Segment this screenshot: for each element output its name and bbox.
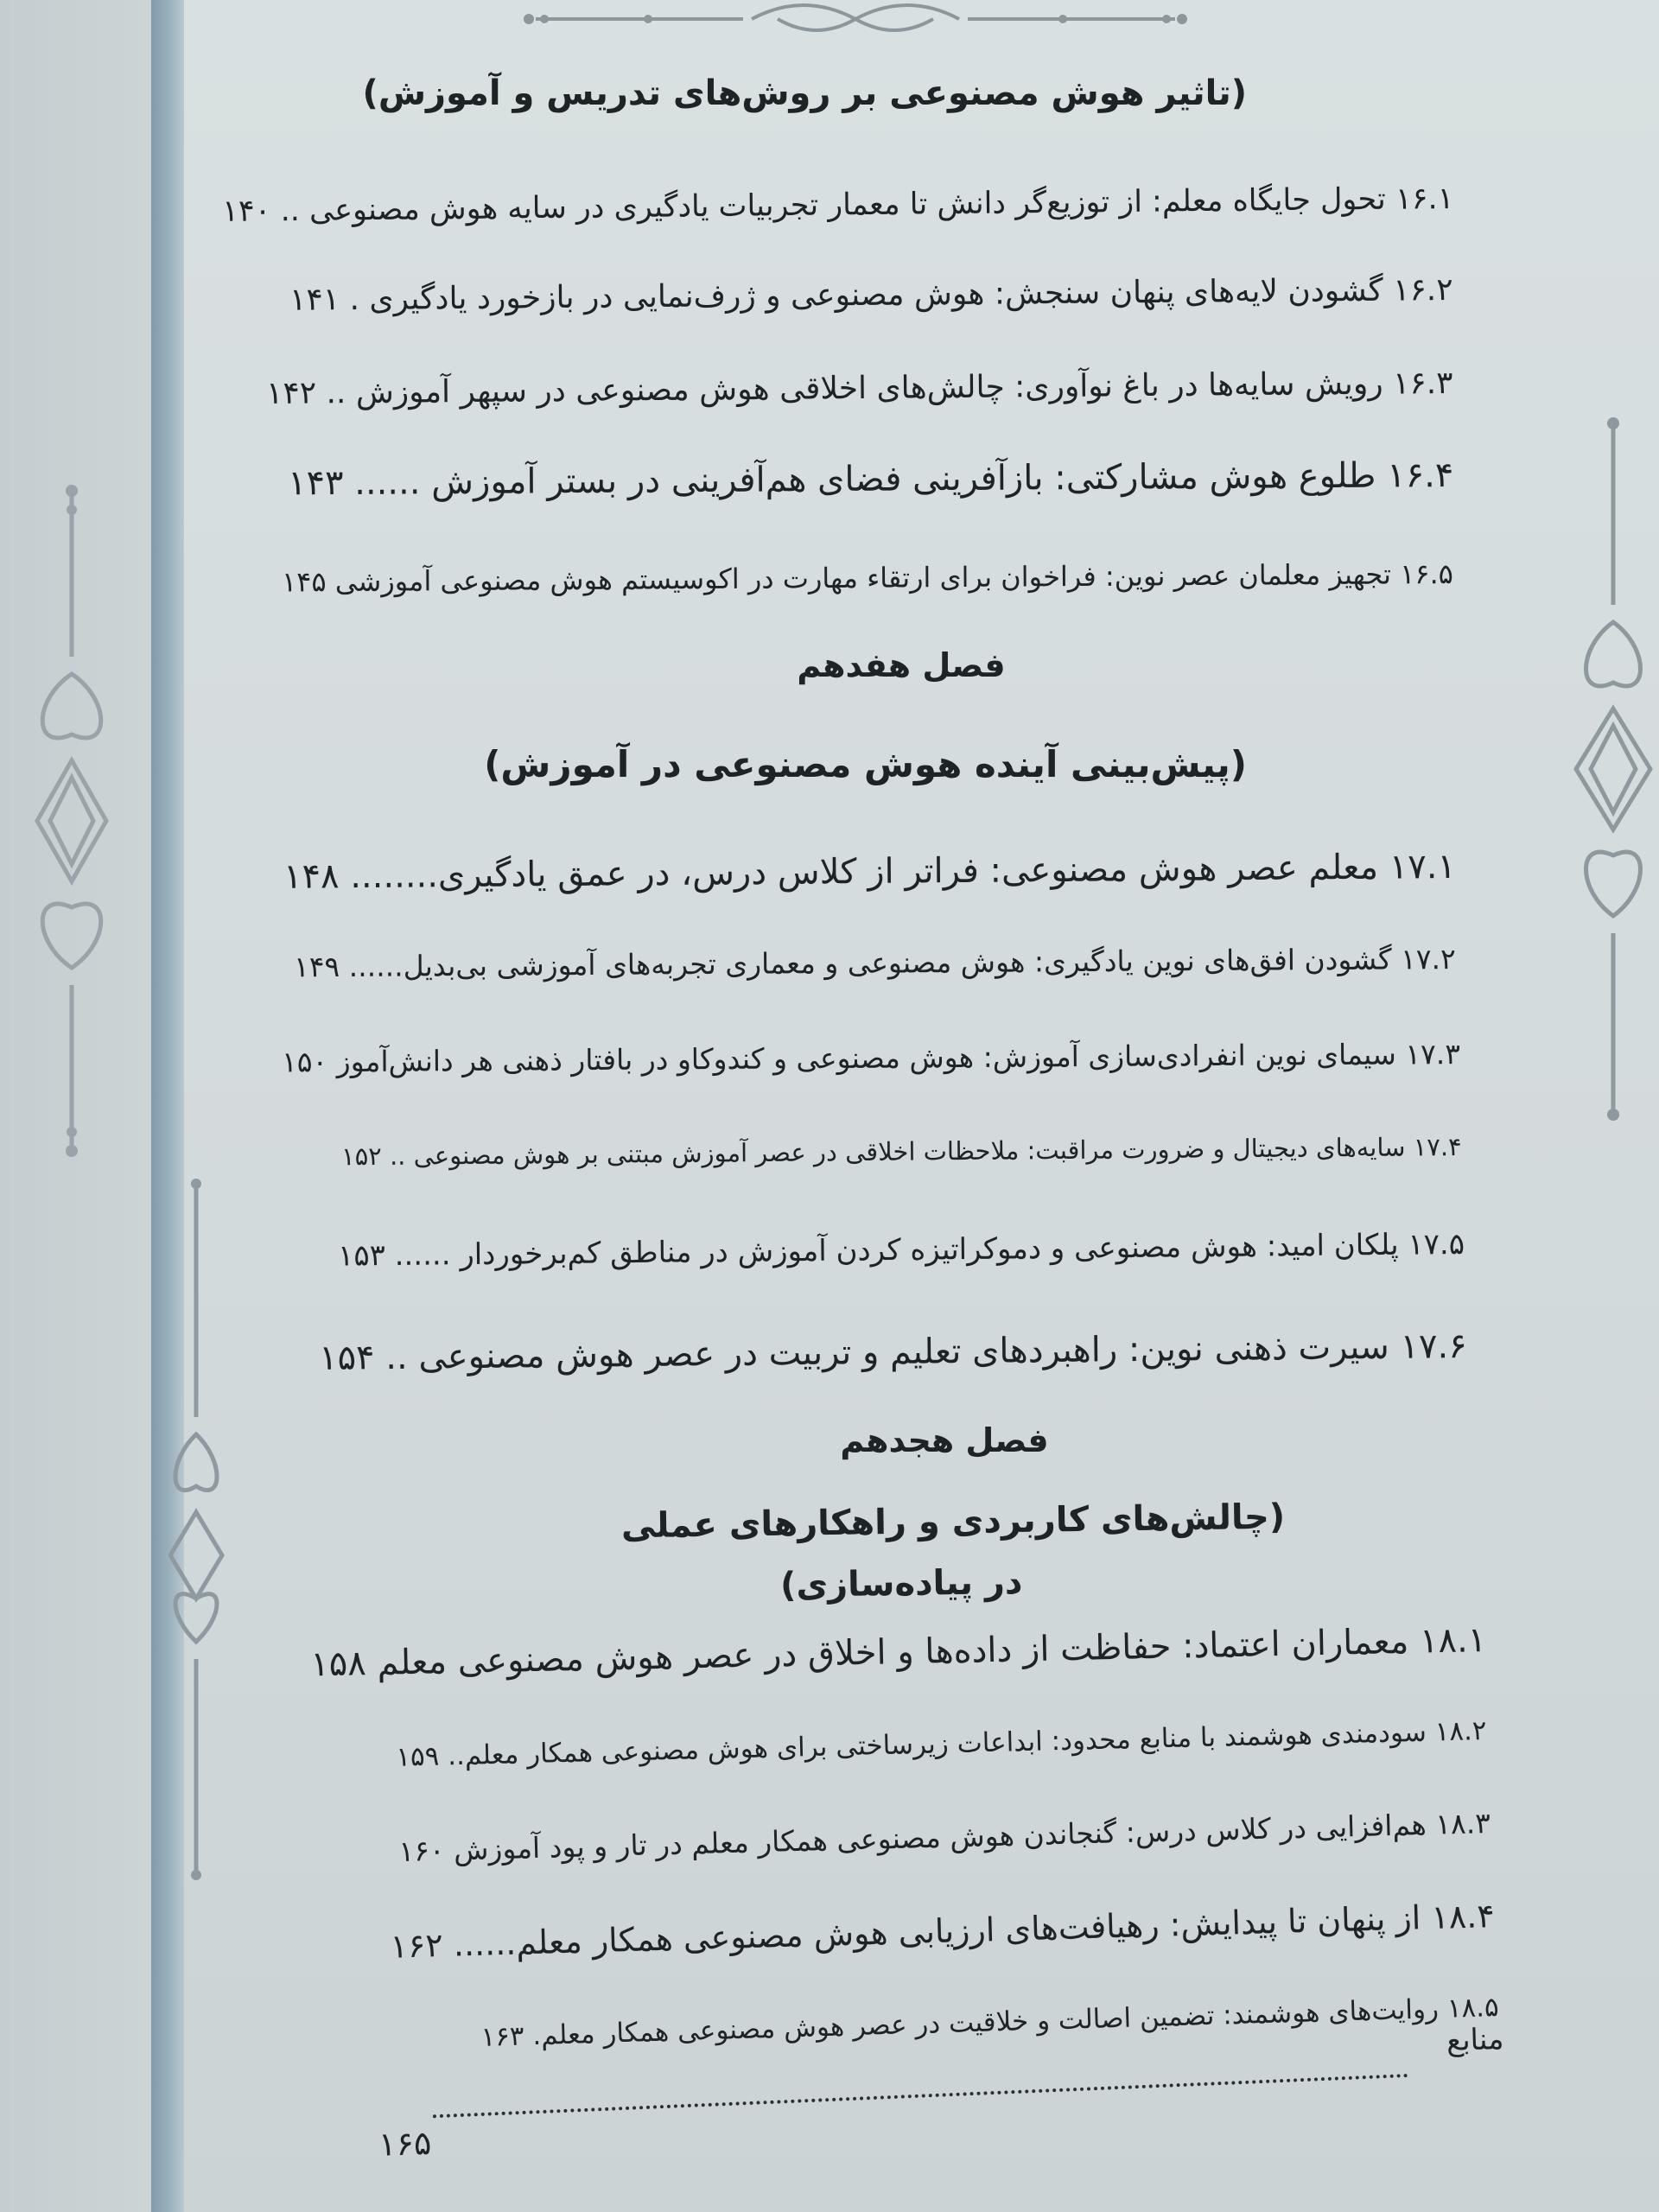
entry-title: هم‌افزایی در کلاس درس: گنجاندن هوش مصنوعی همکار معلم در تار و پود آموزش	[453, 1807, 1427, 1867]
entry-page: ۱۵۸	[309, 1643, 367, 1685]
sources-page: ۱۶۵	[378, 2124, 432, 2164]
toc-entry-16-2[interactable]	[289, 272, 1453, 318]
entry-number: ۱۷.۶	[1400, 1326, 1468, 1367]
entry-title: تحول جایگاه معلم: از توزیع‌گر دانش تا معمار تجربیات یادگیری در سایه هوش مصنوعی ..	[279, 181, 1386, 229]
toc-entry-17-4[interactable]	[341, 1132, 1462, 1171]
entry-page: ۱۵۲	[341, 1141, 383, 1172]
entry-page: ۱۴۸	[283, 856, 340, 897]
toc-entry-sources-label[interactable]	[1446, 2022, 1504, 2058]
entry-title: گشودن افق‌های نوین یادگیری: هوش مصنوعی و معماری تجربه‌های آموزشی بی‌بدیل......	[348, 942, 1392, 983]
entry-title: رویش سایه‌ها در باغ نوآوری: چالش‌های اخلاقی هوش مصنوعی در سپهر آموزش ..	[326, 365, 1384, 411]
entry-title: معلم عصر هوش مصنوعی: فراتر از کلاس درس، در عمق یادگیری........	[350, 847, 1379, 897]
toc-entry-16-5[interactable]	[282, 557, 1453, 598]
entry-page: ۱۴۲	[266, 375, 317, 411]
entry-number: ۱۸.۲	[1433, 1715, 1487, 1748]
entry-number: ۱۷.۱	[1389, 847, 1457, 887]
toc-entry-18-3[interactable]	[398, 1806, 1491, 1868]
entry-number: ۱۸.۳	[1434, 1806, 1491, 1841]
entry-page: ۱۶۲	[390, 1926, 444, 1966]
entry-title: سودمندی هوشمند با منابع محدود: ابداعات زیرساختی برای هوش مصنوعی همکار معلم..	[447, 1716, 1427, 1772]
entry-title: از پنهان تا پیدایش: رهیافت‌های ارزیابی هوش مصنوعی همکار معلم......	[453, 1898, 1422, 1964]
entry-number: ۱۷.۳	[1405, 1037, 1461, 1071]
entry-page: ۱۴۹	[294, 950, 340, 984]
toc-entry-sources-page	[378, 2124, 432, 2164]
entry-number: ۱۷.۴	[1413, 1132, 1463, 1162]
entry-number: ۱۶.۵	[1400, 557, 1454, 591]
entry-title: تجهیز معلمان عصر نوین: فراخوان برای ارتقاء مهارت در اکوسیستم هوش مصنوعی آموزشی	[334, 557, 1392, 599]
entry-page: ۱۵۳	[337, 1238, 386, 1274]
toc-entry-18-1[interactable]	[310, 1620, 1487, 1684]
entry-page: ۱۶۳	[480, 2020, 525, 2053]
chapter18-subtitle-line2: در پیاده‌سازی)	[779, 1562, 1023, 1605]
entry-page: ۱۵۹	[395, 1740, 440, 1773]
entry-number: ۱۷.۵	[1408, 1227, 1465, 1262]
entry-number: ۱۶.۱	[1395, 181, 1454, 217]
entry-page: ۱۴۳	[287, 462, 344, 504]
entry-number: ۱۷.۲	[1401, 942, 1457, 976]
toc-entry-17-3[interactable]	[282, 1037, 1460, 1079]
entry-title: روایت‌های هوشمند: تضمین اصالت و خلاقیت در عصر هوش مصنوعی همکار معلم.	[532, 1993, 1440, 2052]
toc-entry-16-4[interactable]	[288, 455, 1454, 503]
entry-number: ۱۶.۳	[1393, 365, 1454, 402]
entry-number: ۱۸.۵	[1446, 1992, 1500, 2024]
entry-page: ۱۴۱	[289, 282, 340, 318]
table-of-contents	[184, 0, 1659, 2212]
entry-page: ۱۵۴	[319, 1338, 376, 1378]
entry-number: ۱۶.۲	[1393, 272, 1454, 308]
toc-entry-17-1[interactable]	[283, 847, 1456, 897]
chapter17-subtitle: (پیش‌بینی آینده هوش مصنوعی در آموزش)	[484, 743, 1247, 785]
entry-title: سیرت ذهنی نوین: راهبردهای تعلیم و تربیت در عصر هوش مصنوعی ..	[385, 1326, 1390, 1378]
chapter18-subtitle-line1: (چالش‌های کاربردی و راهکارهای عملی	[620, 1497, 1286, 1547]
toc-entry-16-3[interactable]	[266, 365, 1453, 411]
entry-title: طلوع هوش مشارکتی: بازآفرینی فضای هم‌آفرینی در بستر آموزش ......	[353, 455, 1376, 503]
entry-number: ۱۸.۴	[1431, 1897, 1496, 1937]
entry-title: سیمای نوین انفرادی‌سازی آموزش: هوش مصنوعی و کندوکاو در بافتار ذهنی هر دانش‌آموز	[336, 1037, 1396, 1079]
toc-entry-17-6[interactable]	[319, 1326, 1467, 1378]
entry-page: ۱۵۰	[281, 1045, 328, 1079]
chapter17-title: فصل هفدهم	[797, 646, 1006, 684]
toc-entry-17-5[interactable]	[338, 1227, 1465, 1274]
toc-entry-16-1[interactable]	[221, 181, 1453, 229]
entry-page: ۱۶۰	[398, 1833, 446, 1869]
toc-entry-18-2[interactable]	[395, 1715, 1486, 1773]
entry-page: ۱۴۵	[282, 565, 327, 599]
entry-page: ۱۴۰	[221, 194, 271, 229]
entry-number: ۱۸.۱	[1419, 1620, 1487, 1662]
toc-entry-18-5[interactable]	[480, 1992, 1499, 2053]
toc-entry-18-4[interactable]	[390, 1897, 1495, 1966]
entry-title: سایه‌های دیجیتال و ضرورت مراقبت: ملاحظات اخلاقی در عصر آموزش مبتنی بر هوش مصنوعی ..	[390, 1132, 1406, 1171]
sources-leader-dots	[433, 2074, 1408, 2118]
entry-number: ۱۶.۴	[1386, 455, 1454, 496]
chapter16-subtitle: (تاثیر هوش مصنوعی بر روش‌های تدریس و آموزش)	[362, 73, 1247, 113]
entry-title: معماران اعتماد: حفاظت از داده‌ها و اخلاق در عصر هوش مصنوعی معلم	[376, 1621, 1409, 1683]
sources-label: منابع	[1446, 2022, 1504, 2058]
chapter18-title: فصل هجدهم	[840, 1421, 1049, 1459]
toc-entry-17-2[interactable]	[294, 942, 1456, 983]
left-margin-ornament	[24, 484, 119, 1158]
entry-title: گشودن لایه‌های پنهان سنجش: هوش مصنوعی و ژرف‌نمایی در بازخورد یادگیری .	[349, 272, 1384, 318]
entry-title: پلکان امید: هوش مصنوعی و دموکراتیزه کردن آموزش در مناطق کم‌برخوردار ......	[394, 1227, 1399, 1273]
